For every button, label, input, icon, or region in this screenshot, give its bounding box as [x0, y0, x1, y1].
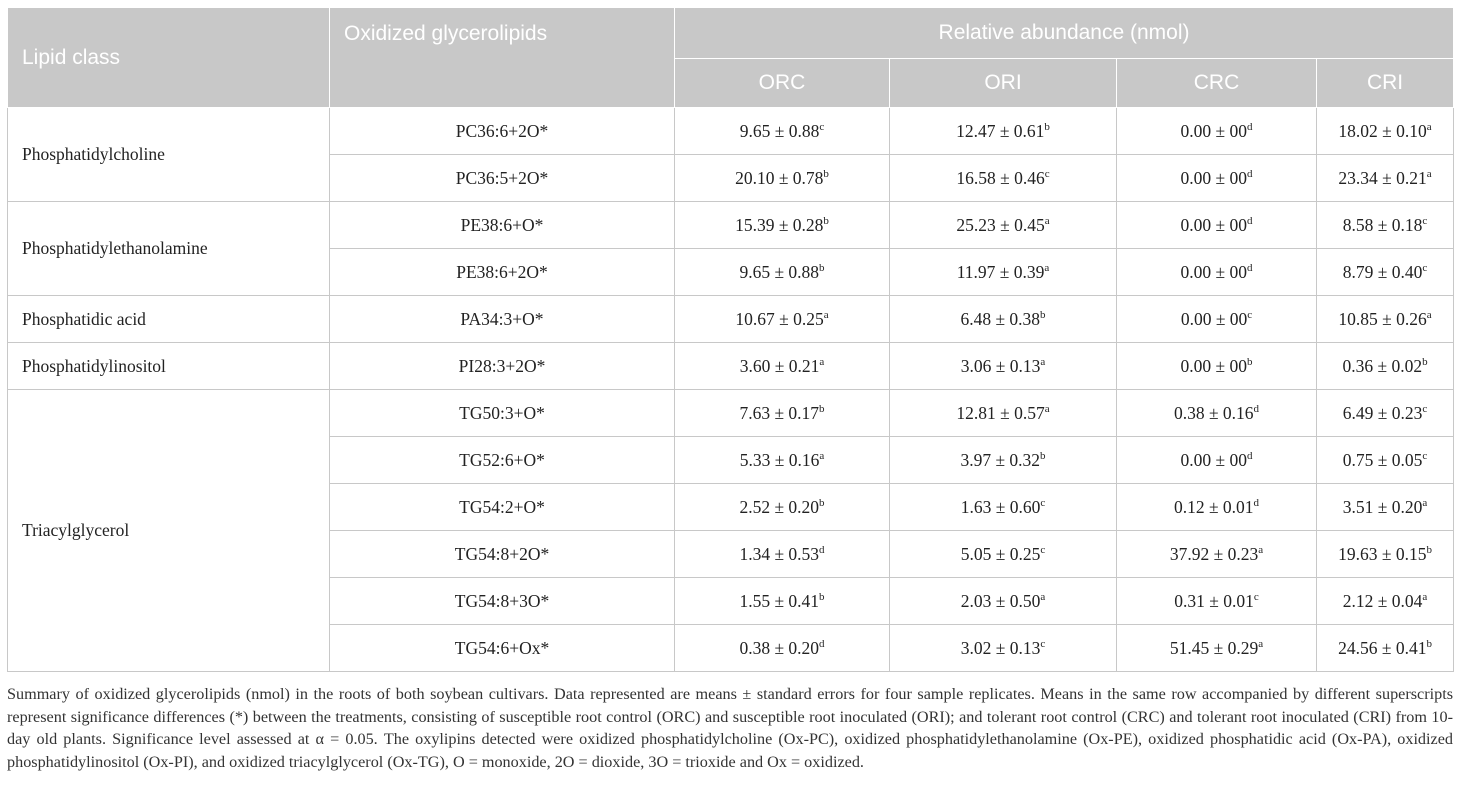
- mean-se-value: 0.75 ± 0.05: [1342, 449, 1423, 470]
- value-cell: [890, 437, 1117, 484]
- mean-se-value: 25.23 ± 0.45: [956, 214, 1045, 235]
- significance-superscript: b: [1426, 543, 1432, 556]
- value-cell: [890, 202, 1117, 249]
- value-cell: [1317, 249, 1454, 296]
- mean-se-value: 2.52 ± 0.20: [739, 496, 820, 517]
- mean-se-value: 8.58 ± 0.18: [1342, 214, 1423, 235]
- value-cell: [1117, 155, 1317, 202]
- significance-superscript: d: [1253, 402, 1260, 415]
- header-crc: CRC: [1117, 59, 1317, 108]
- mean-se-value: 3.97 ± 0.32: [960, 449, 1041, 470]
- significance-superscript: c: [1422, 402, 1428, 415]
- value-cell: [1117, 296, 1317, 343]
- value-cell: [675, 108, 890, 155]
- lipid-name-cell: PC36:5+2O*: [330, 155, 675, 202]
- significance-superscript: b: [823, 214, 829, 227]
- value-cell: [890, 296, 1117, 343]
- value-cell: [1317, 108, 1454, 155]
- lipid-name-cell: TG50:3+O*: [330, 390, 675, 437]
- lipid-name-cell: PE38:6+2O*: [330, 249, 675, 296]
- mean-se-value: 0.00 ± 00: [1180, 355, 1247, 376]
- significance-superscript: a: [823, 308, 829, 321]
- value-cell: [1317, 155, 1454, 202]
- mean-se-value: 0.31 ± 0.01: [1174, 590, 1254, 611]
- value-cell: [1117, 531, 1317, 578]
- mean-se-value: 3.60 ± 0.21: [739, 355, 820, 376]
- value-cell: [1317, 531, 1454, 578]
- value-cell: [1117, 437, 1317, 484]
- mean-se-value: 9.65 ± 0.88: [739, 261, 820, 282]
- mean-se-value: 0.00 ± 00: [1180, 167, 1247, 188]
- lipid-name-cell: PA34:3+O*: [330, 296, 675, 343]
- mean-se-value: 0.38 ± 0.16: [1173, 402, 1254, 423]
- value-cell: [1117, 249, 1317, 296]
- header-ori: ORI: [890, 59, 1117, 108]
- value-cell: [1317, 343, 1454, 390]
- significance-superscript: a: [819, 449, 825, 462]
- value-cell: [890, 343, 1117, 390]
- mean-se-value: 0.12 ± 0.01: [1173, 496, 1254, 517]
- value-cell: [890, 155, 1117, 202]
- significance-superscript: d: [819, 543, 825, 556]
- significance-superscript: b: [819, 590, 825, 603]
- value-cell: [675, 484, 890, 531]
- significance-superscript: c: [819, 120, 825, 133]
- table-header: [8, 8, 1454, 108]
- mean-se-value: 37.92 ± 0.23: [1169, 543, 1259, 564]
- value-cell: [890, 484, 1117, 531]
- lipid-name-cell: PC36:6+2O*: [330, 108, 675, 155]
- mean-se-value: 0.38 ± 0.20: [739, 637, 820, 658]
- value-cell: [1117, 625, 1317, 672]
- lipid-name-cell: TG54:8+3O*: [330, 578, 675, 625]
- significance-superscript: b: [1246, 355, 1253, 368]
- significance-superscript: d: [1246, 120, 1253, 133]
- mean-se-value: 3.02 ± 0.13: [960, 637, 1041, 658]
- table-row: [8, 296, 1454, 343]
- significance-superscript: c: [1040, 637, 1046, 650]
- mean-se-value: 0.00 ± 00: [1180, 449, 1247, 470]
- mean-se-value: 1.63 ± 0.60: [960, 496, 1041, 517]
- mean-se-value: 12.81 ± 0.57: [956, 402, 1045, 423]
- significance-superscript: d: [1246, 167, 1253, 180]
- value-cell: [1317, 202, 1454, 249]
- mean-se-value: 10.85 ± 0.26: [1338, 308, 1427, 329]
- significance-superscript: a: [1044, 261, 1050, 274]
- mean-se-value: 20.10 ± 0.78: [735, 167, 824, 188]
- table-row: [8, 202, 1454, 249]
- value-cell: [1317, 437, 1454, 484]
- mean-se-value: 5.33 ± 0.16: [739, 449, 820, 470]
- header-relative-abundance: Relative abundance (nmol): [675, 8, 1454, 59]
- mean-se-value: 24.56 ± 0.41: [1338, 637, 1427, 658]
- significance-superscript: b: [819, 496, 825, 509]
- mean-se-value: 19.63 ± 0.15: [1338, 543, 1427, 564]
- significance-superscript: d: [1246, 261, 1253, 274]
- value-cell: [890, 390, 1117, 437]
- value-cell: [675, 202, 890, 249]
- value-cell: [1117, 578, 1317, 625]
- value-cell: [675, 390, 890, 437]
- header-cri: CRI: [1317, 59, 1454, 108]
- lipid-name-cell: PI28:3+2O*: [330, 343, 675, 390]
- value-cell: [890, 108, 1117, 155]
- mean-se-value: 0.00 ± 00: [1180, 261, 1247, 282]
- significance-superscript: c: [1422, 261, 1428, 274]
- table-row: [8, 108, 1454, 155]
- significance-superscript: b: [1044, 120, 1050, 133]
- significance-superscript: d: [1246, 214, 1253, 227]
- mean-se-value: 7.63 ± 0.17: [739, 402, 820, 423]
- lipid-name-cell: PE38:6+O*: [330, 202, 675, 249]
- value-cell: [1317, 296, 1454, 343]
- mean-se-value: 1.34 ± 0.53: [739, 543, 820, 564]
- significance-superscript: d: [1246, 449, 1253, 462]
- mean-se-value: 6.48 ± 0.38: [960, 308, 1041, 329]
- significance-superscript: a: [1426, 120, 1432, 133]
- value-cell: [1317, 390, 1454, 437]
- mean-se-value: 10.67 ± 0.25: [735, 308, 824, 329]
- significance-superscript: a: [1426, 167, 1432, 180]
- value-cell: [1317, 625, 1454, 672]
- lipid-name-cell: TG54:8+2O*: [330, 531, 675, 578]
- mean-se-value: 23.34 ± 0.21: [1338, 167, 1427, 188]
- value-cell: [1317, 578, 1454, 625]
- mean-se-value: 2.12 ± 0.04: [1342, 590, 1423, 611]
- significance-superscript: a: [1426, 308, 1432, 321]
- mean-se-value: 9.65 ± 0.88: [739, 120, 820, 141]
- mean-se-value: 5.05 ± 0.25: [960, 543, 1041, 564]
- significance-superscript: a: [1258, 637, 1264, 650]
- header-lipid-class: Lipid class: [8, 8, 330, 108]
- significance-superscript: a: [1422, 590, 1428, 603]
- value-cell: [1117, 390, 1317, 437]
- table-row: [8, 343, 1454, 390]
- significance-superscript: c: [1044, 167, 1050, 180]
- value-cell: [1117, 202, 1317, 249]
- mean-se-value: 8.79 ± 0.40: [1342, 261, 1423, 282]
- mean-se-value: 6.49 ± 0.23: [1342, 402, 1423, 423]
- significance-superscript: a: [1040, 355, 1046, 368]
- mean-se-value: 0.36 ± 0.02: [1342, 355, 1423, 376]
- mean-se-value: 16.58 ± 0.46: [956, 167, 1045, 188]
- mean-se-value: 12.47 ± 0.61: [956, 120, 1045, 141]
- significance-superscript: b: [1426, 637, 1432, 650]
- significance-superscript: a: [1044, 214, 1050, 227]
- oxidized-glycerolipids-table: [7, 7, 1454, 672]
- value-cell: [675, 578, 890, 625]
- value-cell: [890, 625, 1117, 672]
- lipid-class-cell: Phosphatidylinositol: [8, 343, 330, 390]
- significance-superscript: b: [1422, 355, 1428, 368]
- lipid-name-cell: TG52:6+O*: [330, 437, 675, 484]
- significance-superscript: b: [819, 261, 825, 274]
- significance-superscript: c: [1040, 496, 1046, 509]
- table-body: [8, 108, 1454, 672]
- value-cell: [1117, 343, 1317, 390]
- mean-se-value: 15.39 ± 0.28: [735, 214, 824, 235]
- significance-superscript: c: [1247, 308, 1253, 321]
- significance-superscript: b: [819, 402, 825, 415]
- significance-superscript: d: [819, 637, 825, 650]
- significance-superscript: b: [823, 167, 829, 180]
- table-caption: Summary of oxidized glycerolipids (nmol) in the roots of both soybean cultivars. Data represented are means ± standard errors for four sample replicates. Means in the same row accompanied by different superscripts represent significance differences (*) between the treatments, consisting of susceptible root control (ORC) and susceptible root inoculated (ORI); and tolerant root control (CRC) and tolerant root inoculated (CRI) from 10-day old plants. Significance level assessed at α = 0.05. The oxylipins detected were oxidized phosphatidylcholine (Ox-PC), oxidized phosphatidylethanolamine (Ox-PE), oxidized phosphatidic acid (Ox-PA), oxidized phosphatidylinositol (Ox-PI), and oxidized triacylglycerol (Ox-TG), O = monoxide, 2O = dioxide, 3O = trioxide and Ox = oxidized.: [7, 685, 1453, 771]
- lipid-name-cell: TG54:6+Ox*: [330, 625, 675, 672]
- value-cell: [890, 578, 1117, 625]
- significance-superscript: c: [1422, 214, 1428, 227]
- mean-se-value: 3.06 ± 0.13: [960, 355, 1041, 376]
- value-cell: [675, 296, 890, 343]
- value-cell: [890, 249, 1117, 296]
- significance-superscript: a: [819, 355, 825, 368]
- header-oxidized-glycerolipids: Oxidized glycerolipids: [330, 8, 675, 108]
- value-cell: [675, 437, 890, 484]
- mean-se-value: 51.45 ± 0.29: [1169, 637, 1259, 658]
- mean-se-value: 0.00 ± 00: [1180, 308, 1248, 329]
- significance-superscript: c: [1422, 449, 1428, 462]
- header-orc: ORC: [675, 59, 890, 108]
- significance-superscript: c: [1040, 543, 1046, 556]
- value-cell: [1117, 484, 1317, 531]
- significance-superscript: a: [1258, 543, 1264, 556]
- value-cell: [675, 625, 890, 672]
- value-cell: [675, 155, 890, 202]
- mean-se-value: 1.55 ± 0.41: [739, 590, 820, 611]
- value-cell: [675, 343, 890, 390]
- significance-superscript: b: [1040, 308, 1046, 321]
- value-cell: [1317, 484, 1454, 531]
- lipid-name-cell: TG54:2+O*: [330, 484, 675, 531]
- lipid-class-cell: Phosphatidic acid: [8, 296, 330, 343]
- mean-se-value: 0.00 ± 00: [1180, 214, 1247, 235]
- value-cell: [890, 531, 1117, 578]
- mean-se-value: 3.51 ± 0.20: [1342, 496, 1423, 517]
- lipid-class-cell: Phosphatidylcholine: [8, 108, 330, 202]
- significance-superscript: b: [1040, 449, 1046, 462]
- value-cell: [675, 249, 890, 296]
- significance-superscript: c: [1253, 590, 1259, 603]
- mean-se-value: 2.03 ± 0.50: [960, 590, 1041, 611]
- value-cell: [675, 531, 890, 578]
- mean-se-value: 0.00 ± 00: [1180, 120, 1247, 141]
- significance-superscript: d: [1253, 496, 1260, 509]
- mean-se-value: 11.97 ± 0.39: [956, 261, 1045, 282]
- table-row: [8, 390, 1454, 437]
- lipid-class-cell: Phosphatidylethanolamine: [8, 202, 330, 296]
- significance-superscript: a: [1422, 496, 1428, 509]
- significance-superscript: a: [1040, 590, 1046, 603]
- mean-se-value: 18.02 ± 0.10: [1338, 120, 1427, 141]
- value-cell: [1117, 108, 1317, 155]
- significance-superscript: a: [1044, 402, 1050, 415]
- lipid-class-cell: Triacylglycerol: [8, 390, 330, 672]
